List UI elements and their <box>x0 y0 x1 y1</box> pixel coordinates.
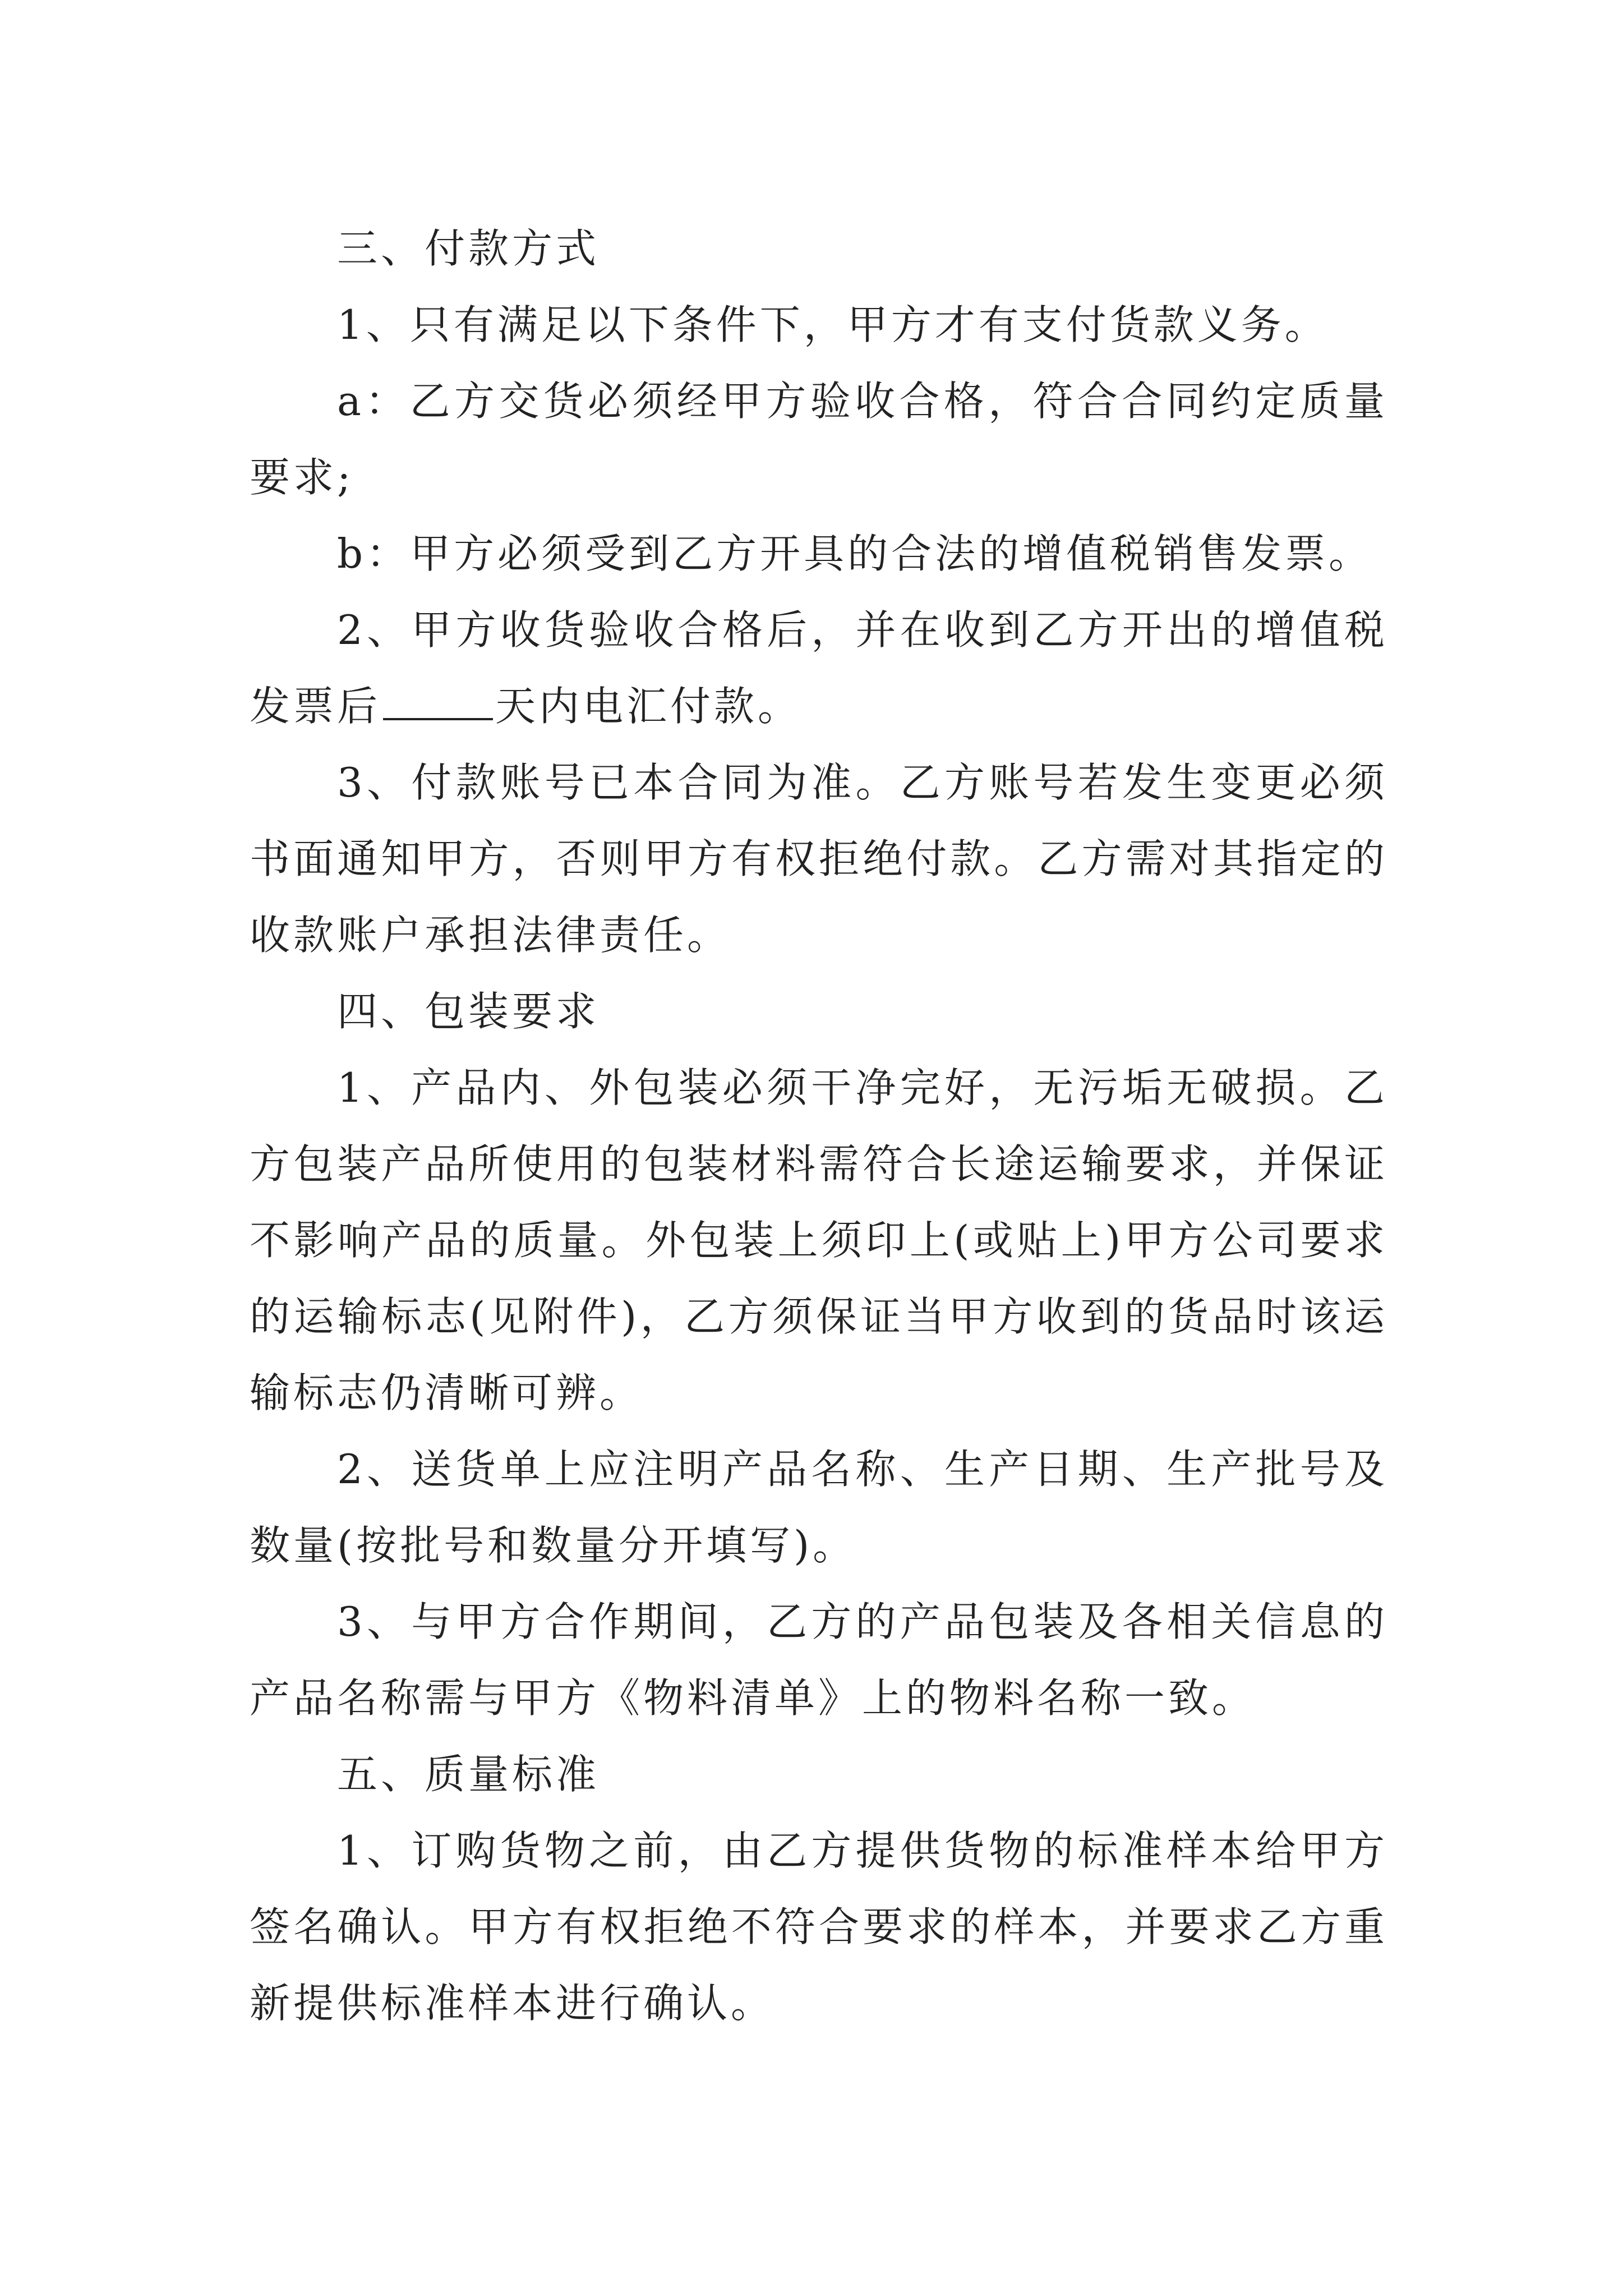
document-body <box>250 210 1388 2041</box>
packaging-clause-3: 3、与甲方合作期间，乙方的产品包装及各相关信息的产品名称需与甲方《物料清单》上的物料名称一致。 <box>250 1598 1388 1722</box>
section-heading-quality: 五、质量标准 <box>337 1751 600 1798</box>
packaging-clause-1: 1、产品内、外包装必须干净完好，无污垢无破损。乙方包装产品所使用的包装材料需符合长途运输要求，并保证不影响产品的质量。外包装上须印上(或贴上)甲方公司要求的运输标志(见附件)，乙方须保证当甲方收到的货品时该运输标志仍清晰可辨。 <box>250 1064 1388 1416</box>
payment-clause-3: 3、付款账号已本合同为准。乙方账号若发生变更必须书面通知甲方，否则甲方有权拒绝付款。乙方需对其指定的收款账户承担法律责任。 <box>250 759 1388 959</box>
payment-clause-a: a：乙方交货必须经甲方验收合格，符合合同约定质量要求; <box>250 378 1388 501</box>
section-heading-payment: 三、付款方式 <box>337 225 600 272</box>
payment-clause-2-before: 2、甲方收货验收合格后，并在收到乙方开出的增值税发票后 <box>250 606 1388 730</box>
payment-clause-2-after: 天内电汇付款。 <box>495 683 802 730</box>
payment-clause-b: b：甲方必须受到乙方开具的合法的增值税销售发票。 <box>337 530 1373 577</box>
days-blank-field <box>383 682 493 720</box>
section-heading-packaging: 四、包装要求 <box>337 988 600 1035</box>
payment-clause-1: 1、只有满足以下条件下，甲方才有支付货款义务。 <box>337 301 1329 348</box>
quality-clause-1: 1、订购货物之前，由乙方提供货物的标准样本给甲方签名确认。甲方有权拒绝不符合要求的样本，并要求乙方重新提供标准样本进行确认。 <box>250 1827 1388 2027</box>
payment-clause-2 <box>250 592 1388 744</box>
packaging-clause-2: 2、送货单上应注明产品名称、生产日期、生产批号及数量(按批号和数量分开填写)。 <box>250 1446 1388 1569</box>
